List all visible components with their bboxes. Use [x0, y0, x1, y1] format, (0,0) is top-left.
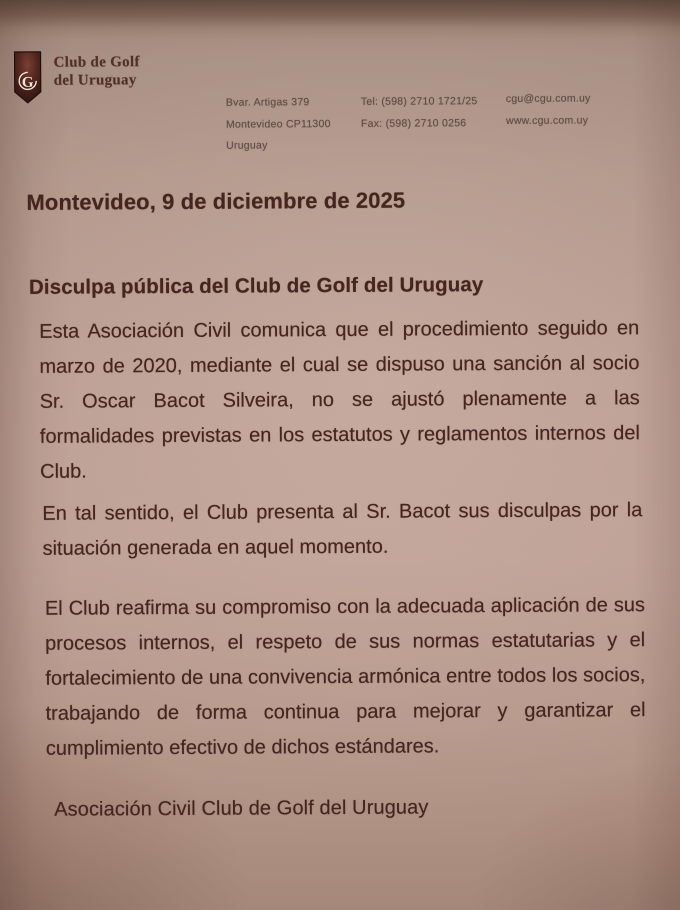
- paragraph-3: El Club reafirma su compromiso con la adecuada aplicación de sus procesos internos, el respeto de sus normas estatutarias y el fortalecimiento de una convivencia armónica entre todos los socios, trabajando de forma continua para mejorar y garantizar el cumplimiento efectivo de dichos estándares.: [44, 594, 646, 760]
- crest-letter: G: [21, 74, 34, 91]
- dateline: Montevideo, 9 de diciembre de 2025: [26, 187, 406, 215]
- website-url: www.cgu.com.uy: [505, 113, 589, 127]
- paragraph-2: En tal sentido, el Club presenta al Sr. Bacot sus disculpas por la situación generada en aquel momento.: [42, 499, 643, 560]
- club-name-line2: del Uruguay: [53, 72, 137, 89]
- club-name-line1: Club de Golf: [53, 54, 140, 71]
- golf-club-crest-icon: [14, 51, 42, 104]
- paragraph-1: Esta Asociación Civil comunica que el procedimiento seguido en marzo de 2020, mediante el cual se dispuso una sanción al socio Sr. Oscar Bacot Silveira, no se ajustó plenamente a las formalidades previstas en los estatutos y reglamentos internos del Club.: [39, 317, 640, 483]
- club-crest-icon: [14, 51, 42, 104]
- email-address: cgu@cgu.com.uy: [505, 92, 591, 105]
- letterhead-phones: [361, 91, 478, 135]
- address-country: Uruguay: [226, 139, 268, 152]
- document-title: Disculpa pública del Club de Golf del Uruguay: [28, 273, 484, 299]
- letterhead-web: [506, 88, 591, 132]
- club-name: [54, 53, 140, 90]
- letterhead-address: [226, 92, 331, 157]
- signature-line: Asociación Civil Club de Golf del Uruguay: [54, 796, 429, 821]
- address-city: Montevideo CP11300: [225, 117, 331, 131]
- phone-tel: Tel: (598) 2710 1721/25: [360, 95, 478, 108]
- address-street: Bvar. Artigas 379: [225, 96, 310, 109]
- phone-fax: Fax: (598) 2710 0256: [360, 116, 467, 130]
